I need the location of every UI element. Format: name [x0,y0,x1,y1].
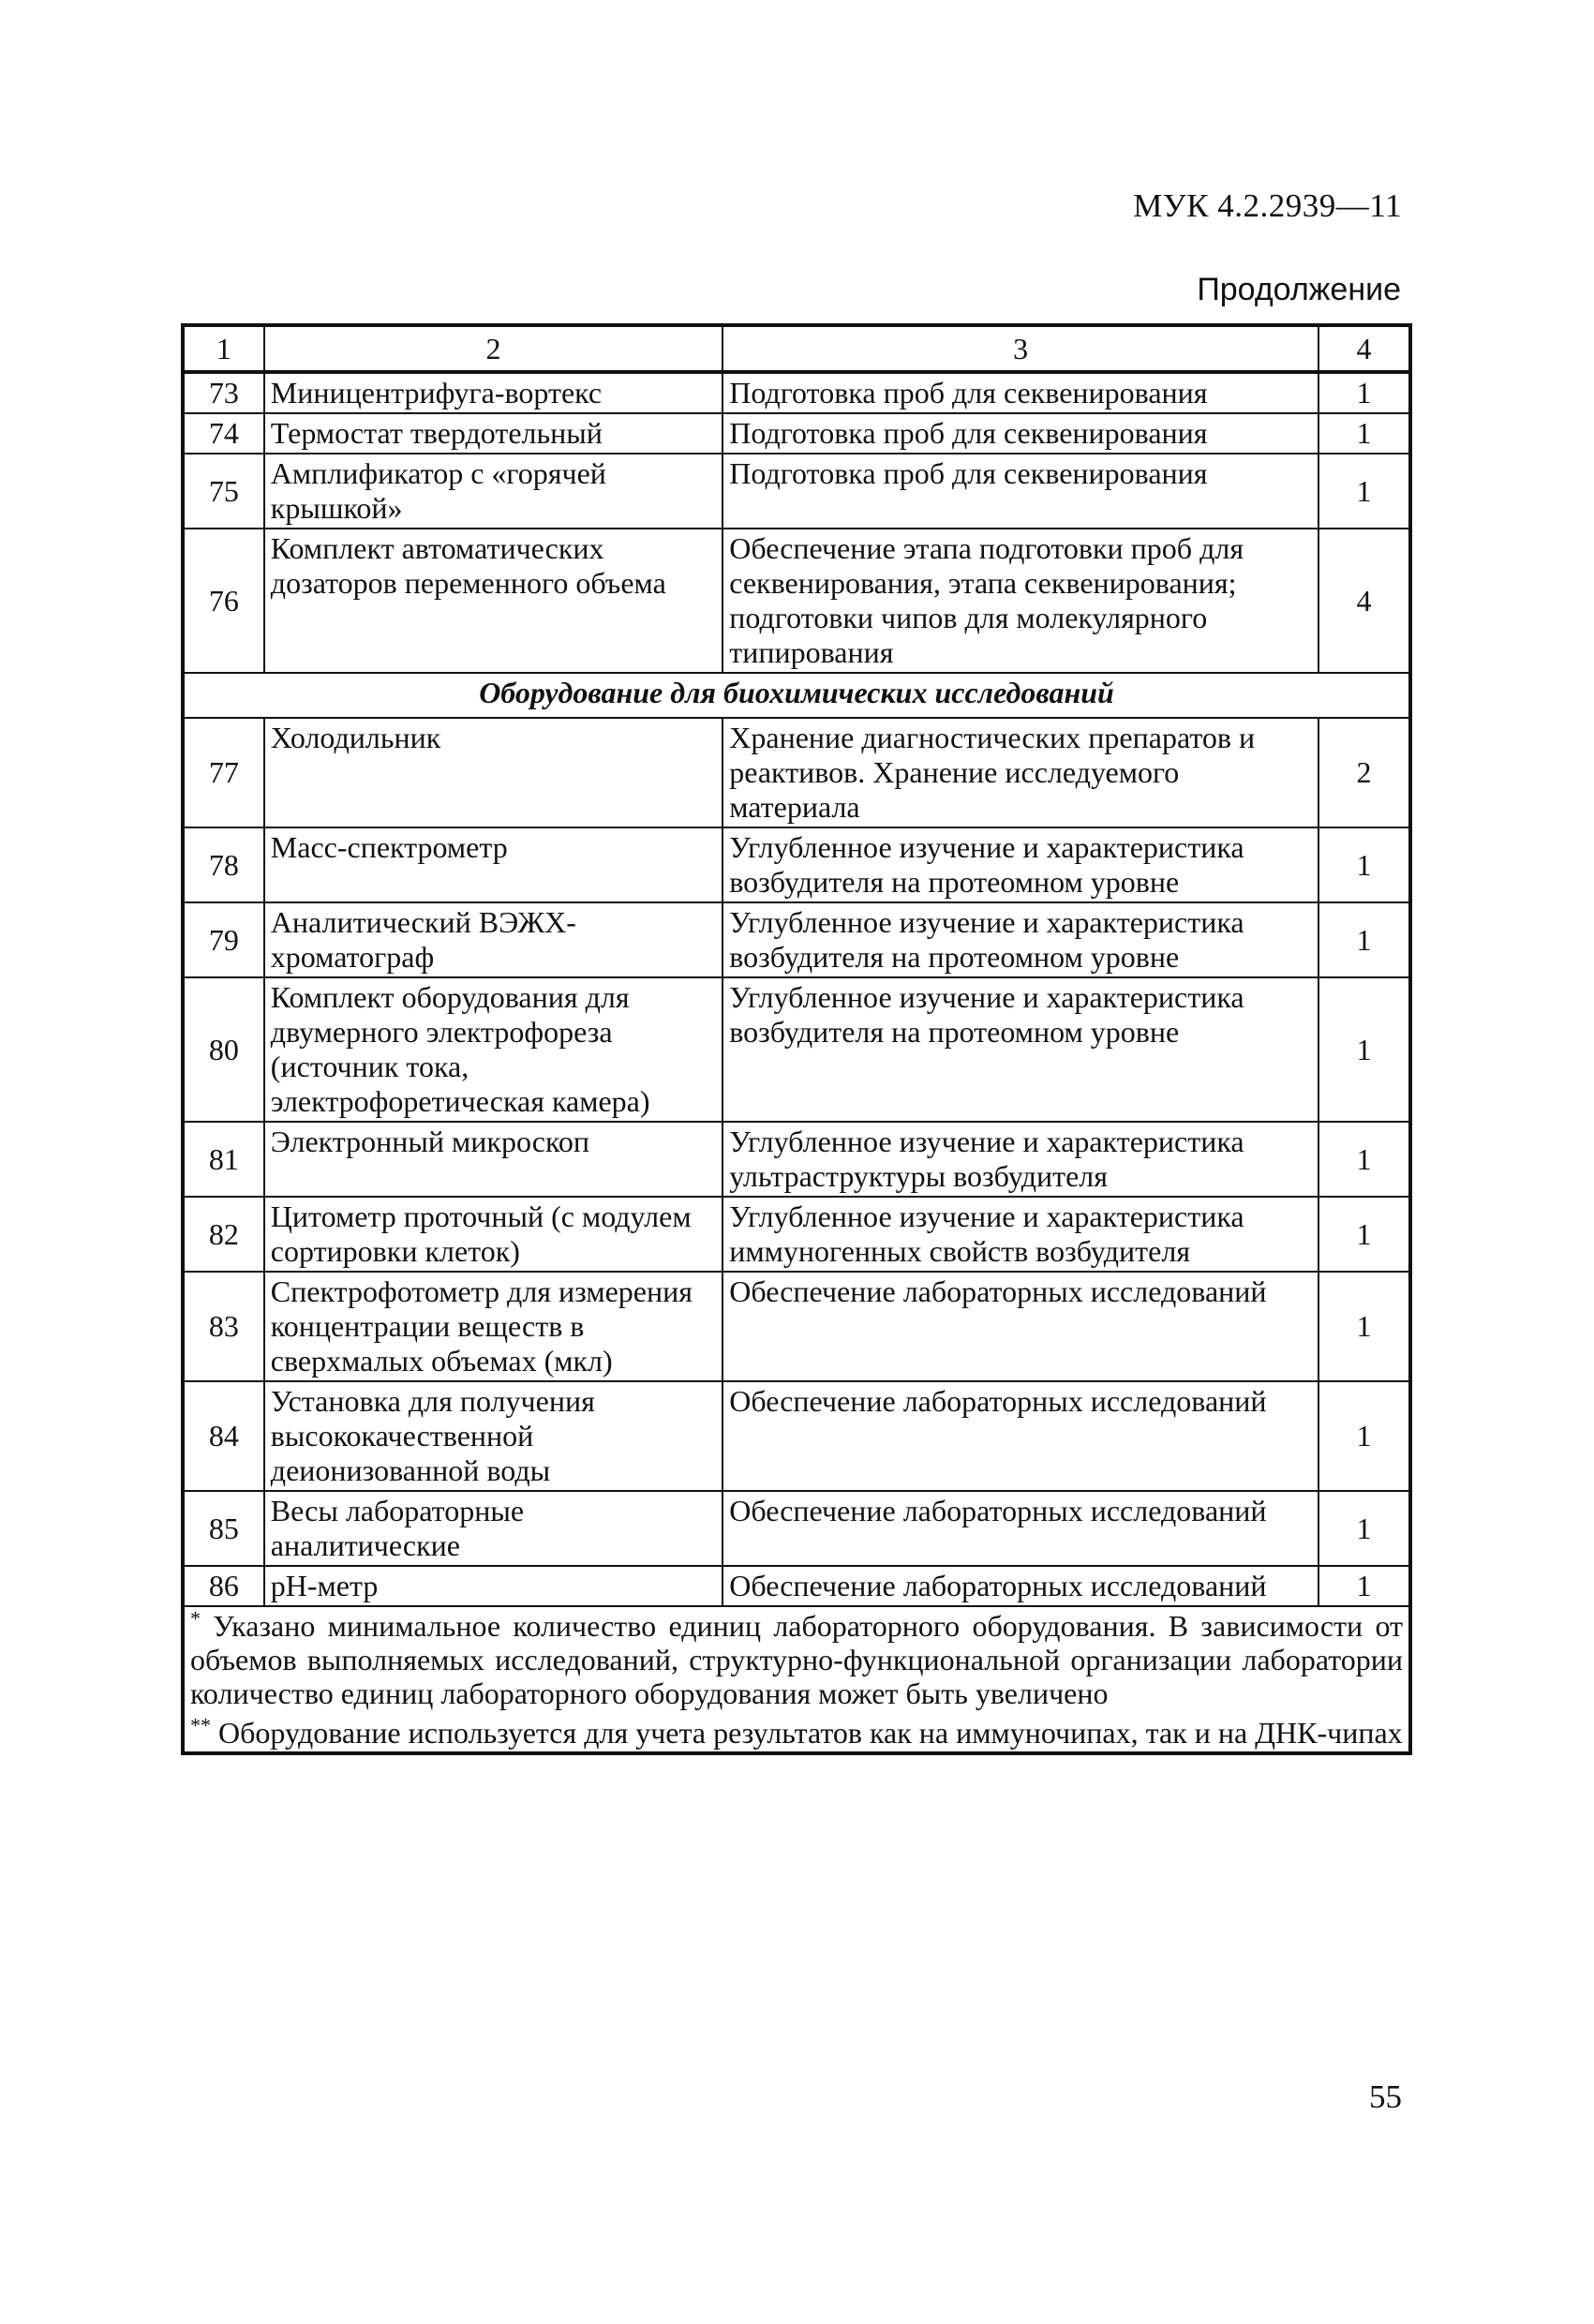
row-number: 75 [183,454,264,529]
table-row [183,372,1410,413]
table-body-b [183,718,1410,1606]
equipment-quantity: 1 [1318,827,1410,902]
column-header: 4 [1318,325,1410,372]
table-row [183,413,1410,454]
table-row [183,977,1410,1122]
section-row [183,673,1410,718]
table-row [183,1122,1410,1197]
equipment-quantity: 1 [1318,1381,1410,1491]
equipment-purpose: Углубленное изучение и характеристика ультраструктуры возбудителя [723,1122,1318,1197]
row-number: 86 [183,1566,264,1606]
table-row [183,902,1410,977]
footnote-text: Указано минимальное количество единиц лабораторного оборудования. В зависимости от объемов выполняемых исследований, структурно-функциональной организации лаборатории количество единиц лабораторного оборудования может быть увеличено [190,1609,1403,1710]
equipment-name: Миницентрифуга-вортекс [264,372,723,413]
equipment-name: Цитометр проточный (с модулем сортировки клеток) [264,1197,723,1272]
table-row [183,718,1410,827]
equipment-name: Холодильник [264,718,723,827]
equipment-name: рН-метр [264,1566,723,1606]
equipment-quantity: 1 [1318,372,1410,413]
table-row [183,1381,1410,1491]
footnote-text: Оборудование используется для учета результатов как на иммуночипах, так и на ДНК-чипах [218,1716,1403,1750]
column-header: 2 [264,325,723,372]
equipment-name: Спектрофотометр для измерения концентрации веществ в сверхмалых объемах (мкл) [264,1272,723,1381]
continuation-label: Продолжение [1197,272,1401,307]
footnotes [183,1606,1410,1753]
equipment-quantity: 1 [1318,413,1410,454]
row-number: 77 [183,718,264,827]
row-number: 81 [183,1122,264,1197]
row-number: 82 [183,1197,264,1272]
equipment-name: Аналитический ВЭЖХ-хроматограф [264,902,723,977]
footnote-2 [190,1713,1403,1750]
equipment-purpose: Обеспечение лабораторных исследований [723,1491,1318,1566]
table-row [183,1197,1410,1272]
equipment-name: Термостат твердотельный [264,413,723,454]
equipment-quantity: 1 [1318,1566,1410,1606]
row-number: 76 [183,529,264,673]
equipment-quantity: 4 [1318,529,1410,673]
footnote-mark: ** [190,1713,211,1737]
equipment-purpose: Подготовка проб для секвенирования [723,413,1318,454]
equipment-purpose: Углубленное изучение и характеристика возбудителя на протеомном уровне [723,827,1318,902]
equipment-name: Масс-спектрометр [264,827,723,902]
row-number: 80 [183,977,264,1122]
equipment-name: Амплификатор с «горячей крышкой» [264,454,723,529]
table-row [183,529,1410,673]
table-row [183,827,1410,902]
footnote-mark: * [190,1606,201,1631]
equipment-purpose: Углубленное изучение и характеристика возбудителя на протеомном уровне [723,902,1318,977]
row-number: 84 [183,1381,264,1491]
equipment-name: Комплект оборудования для двумерного электрофореза (источник тока, электрофоретическая камера) [264,977,723,1122]
equipment-purpose: Обеспечение лабораторных исследований [723,1272,1318,1381]
column-header: 3 [723,325,1318,372]
row-number: 83 [183,1272,264,1381]
equipment-quantity: 1 [1318,1272,1410,1381]
equipment-quantity: 1 [1318,1122,1410,1197]
equipment-purpose: Подготовка проб для секвенирования [723,372,1318,413]
row-number: 79 [183,902,264,977]
equipment-purpose: Подготовка проб для секвенирования [723,454,1318,529]
column-header: 1 [183,325,264,372]
equipment-purpose: Хранение диагностических препаратов и реактивов. Хранение исследуемого материала [723,718,1318,827]
table-header-row [183,325,1410,372]
table-row [183,1566,1410,1606]
footnote-row [183,1606,1410,1753]
table-row [183,1272,1410,1381]
table-row [183,454,1410,529]
equipment-purpose: Обеспечение лабораторных исследований [723,1566,1318,1606]
equipment-quantity: 2 [1318,718,1410,827]
row-number: 85 [183,1491,264,1566]
page-number: 55 [1369,2078,1402,2115]
row-number: 78 [183,827,264,902]
equipment-quantity: 1 [1318,1491,1410,1566]
equipment-purpose: Углубленное изучение и характеристика иммуногенных свойств возбудителя [723,1197,1318,1272]
equipment-name: Весы лабораторные аналитические [264,1491,723,1566]
equipment-purpose: Обеспечение этапа подготовки проб для секвенирования, этапа секвенирования; подготовки чипов для молекулярного типирования [723,529,1318,673]
equipment-purpose: Углубленное изучение и характеристика возбудителя на протеомном уровне [723,977,1318,1122]
equipment-quantity: 1 [1318,1197,1410,1272]
document-code: МУК 4.2.2939—11 [1133,187,1402,224]
footnote-1 [190,1606,1403,1710]
equipment-purpose: Обеспечение лабораторных исследований [723,1381,1318,1491]
section-title: Оборудование для биохимических исследований [183,673,1410,718]
equipment-table [181,323,1412,1755]
equipment-quantity: 1 [1318,454,1410,529]
row-number: 74 [183,413,264,454]
equipment-quantity: 1 [1318,902,1410,977]
equipment-name: Комплект автоматических дозаторов переменного объема [264,529,723,673]
equipment-quantity: 1 [1318,977,1410,1122]
table-row [183,1491,1410,1566]
row-number: 73 [183,372,264,413]
equipment-name: Электронный микроскоп [264,1122,723,1197]
equipment-name: Установка для получения высококачественной деионизованной воды [264,1381,723,1491]
table-body-a [183,372,1410,673]
